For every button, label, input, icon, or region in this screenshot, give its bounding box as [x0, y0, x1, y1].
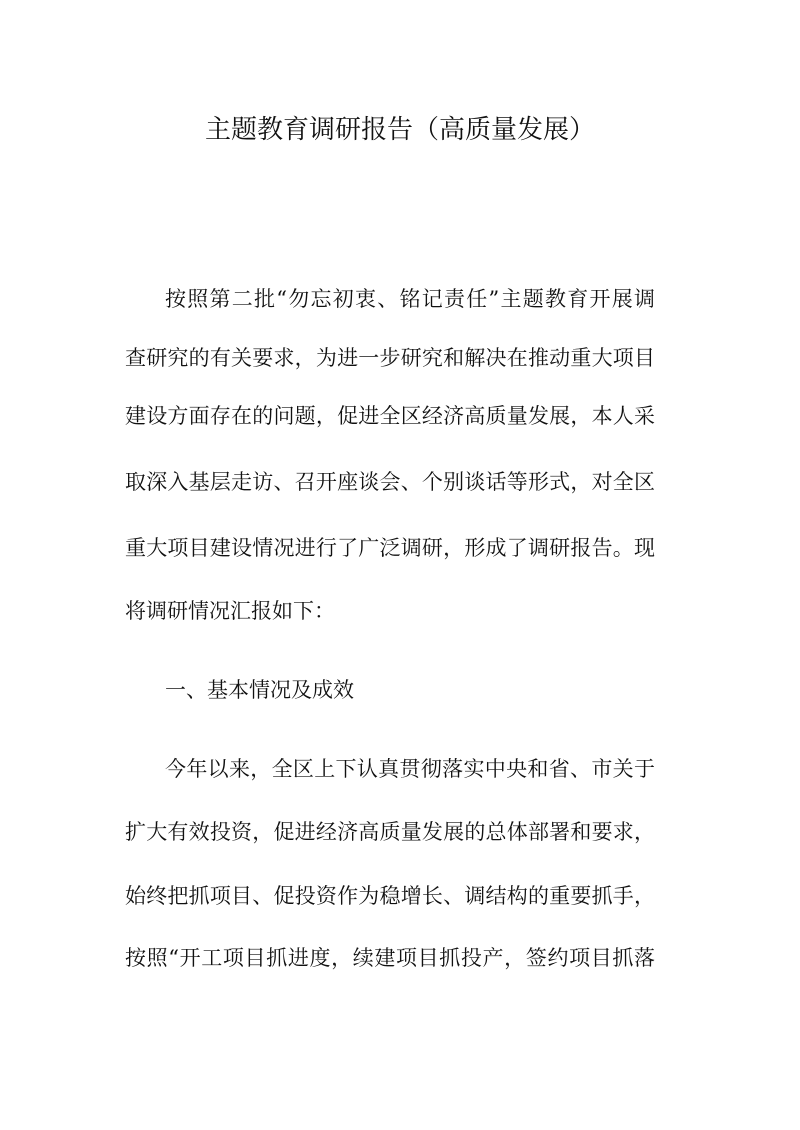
document-title: 主题教育调研报告（高质量发展）: [204, 115, 595, 145]
paragraph-1-line-4: 取深入基层走访、召开座谈会、个别谈话等形式，对全区: [125, 470, 655, 494]
paragraph-2-line-2: 扩大有效投资，促进经济高质量发展的总体部署和要求，: [125, 820, 655, 844]
paragraph-1-line-2: 查研究的有关要求，为进一步研究和解决在推动重大项目: [125, 346, 655, 370]
paragraph-1-line-5: 重大项目建设情况进行了广泛调研，形成了调研报告。现: [125, 536, 655, 560]
paragraph-1-line-3: 建设方面存在的问题，促进全区经济高质量发展，本人采: [125, 404, 655, 428]
paragraph-2-line-3: 始终把抓项目、促投资作为稳增长、调结构的重要抓手，: [125, 884, 655, 908]
paragraph-2-line-1: 今年以来，全区上下认真贯彻落实中央和省、市关于: [165, 757, 655, 781]
paragraph-1-line-1: 按照第二批“勿忘初衷、铭记责任”主题教育开展调: [165, 287, 655, 311]
paragraph-2-line-4: 按照“开工项目抓进度，续建项目抓投产，签约项目抓落: [125, 946, 655, 970]
section-heading: 一、基本情况及成效: [165, 678, 354, 702]
paragraph-1-line-6: 将调研情况汇报如下：: [125, 599, 335, 623]
